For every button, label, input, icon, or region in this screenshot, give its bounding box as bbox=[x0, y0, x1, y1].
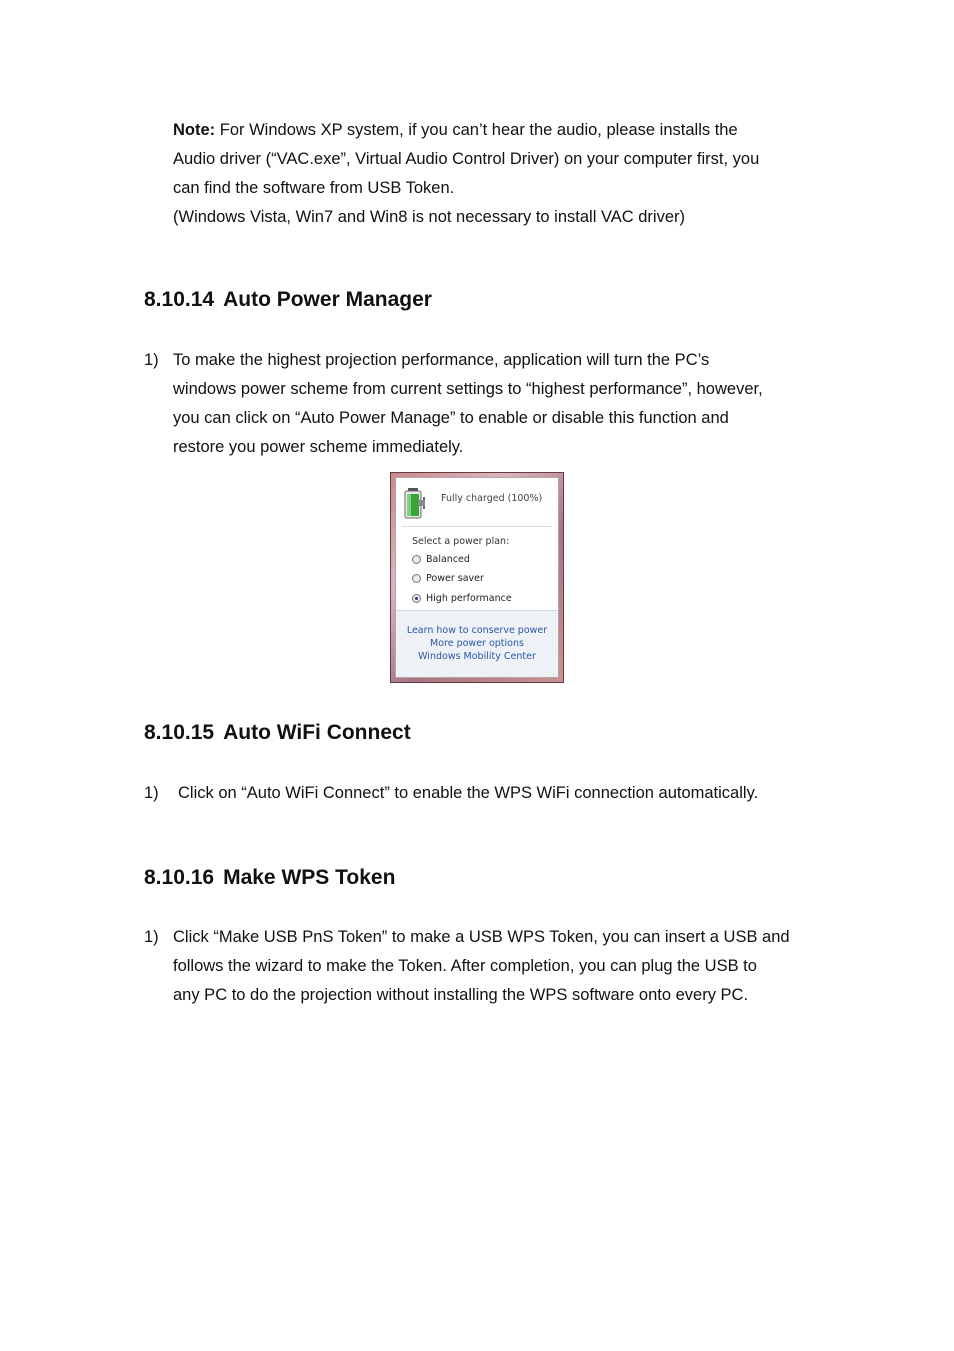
radio-label: Power saver bbox=[426, 573, 484, 584]
list-marker: 1) bbox=[144, 928, 159, 946]
section-title: Make WPS Token bbox=[223, 866, 396, 889]
popup-links-area bbox=[396, 610, 558, 677]
note-line: For Windows XP system, if you can’t hear the audio, please installs the bbox=[219, 121, 738, 139]
link-conserve-power[interactable]: Learn how to conserve power bbox=[406, 625, 548, 636]
radio-label: High performance bbox=[426, 593, 512, 604]
section-heading-make-wps-token bbox=[144, 866, 395, 890]
section-title: Auto WiFi Connect bbox=[223, 721, 411, 744]
radio-button[interactable] bbox=[412, 574, 421, 583]
section-heading-auto-power-manager bbox=[144, 288, 432, 312]
radio-button-selected[interactable] bbox=[412, 594, 421, 603]
battery-plug-icon bbox=[404, 486, 426, 520]
section-number: 8.10.16 bbox=[144, 866, 215, 889]
radio-balanced[interactable] bbox=[412, 554, 470, 565]
note-line: can find the software from USB Token. bbox=[173, 179, 455, 197]
power-plan-label: Select a power plan: bbox=[412, 536, 510, 547]
text-line: follows the wizard to make the Token. After completion, you can plug the USB to bbox=[173, 957, 757, 975]
radio-power-saver[interactable] bbox=[412, 573, 484, 584]
text-line: you can click on “Auto Power Manage” to enable or disable this function and bbox=[173, 409, 729, 427]
note-label: Note: bbox=[173, 121, 216, 139]
battery-status: Fully charged (100%) bbox=[441, 493, 543, 504]
radio-label: Balanced bbox=[426, 554, 470, 565]
section-title: Auto Power Manager bbox=[223, 288, 432, 311]
section-heading-auto-wifi-connect bbox=[144, 721, 411, 745]
link-more-power-options[interactable]: More power options bbox=[430, 638, 524, 649]
text-line: restore you power scheme immediately. bbox=[173, 438, 464, 456]
section-number: 8.10.15 bbox=[144, 721, 215, 744]
list-item-text bbox=[173, 923, 833, 1010]
radio-high-performance[interactable] bbox=[412, 593, 512, 604]
link-mobility-center[interactable]: Windows Mobility Center bbox=[418, 651, 536, 662]
text-line: Click on “Auto WiFi Connect” to enable the WPS WiFi connection automatically. bbox=[178, 784, 759, 802]
list-marker: 1) bbox=[144, 784, 159, 802]
list-item-text bbox=[178, 779, 838, 808]
text-line: windows power scheme from current settings to “highest performance”, however, bbox=[173, 380, 763, 398]
text-line: any PC to do the projection without installing the WPS software onto every PC. bbox=[173, 986, 749, 1004]
note-paragraph bbox=[173, 116, 833, 232]
list-marker: 1) bbox=[144, 351, 159, 369]
list-item-text bbox=[173, 346, 833, 462]
power-plan-panel bbox=[395, 477, 559, 678]
radio-button[interactable] bbox=[412, 555, 421, 564]
note-line: Audio driver (“VAC.exe”, Virtual Audio Control Driver) on your computer first, you bbox=[173, 150, 760, 168]
text-line: Click “Make USB PnS Token” to make a USB WPS Token, you can insert a USB and bbox=[173, 928, 790, 946]
section-number: 8.10.14 bbox=[144, 288, 215, 311]
note-line: (Windows Vista, Win7 and Win8 is not necessary to install VAC driver) bbox=[173, 208, 685, 226]
divider bbox=[402, 526, 552, 527]
power-plan-popup bbox=[390, 472, 564, 683]
text-line: To make the highest projection performance, application will turn the PC’s bbox=[173, 351, 710, 369]
